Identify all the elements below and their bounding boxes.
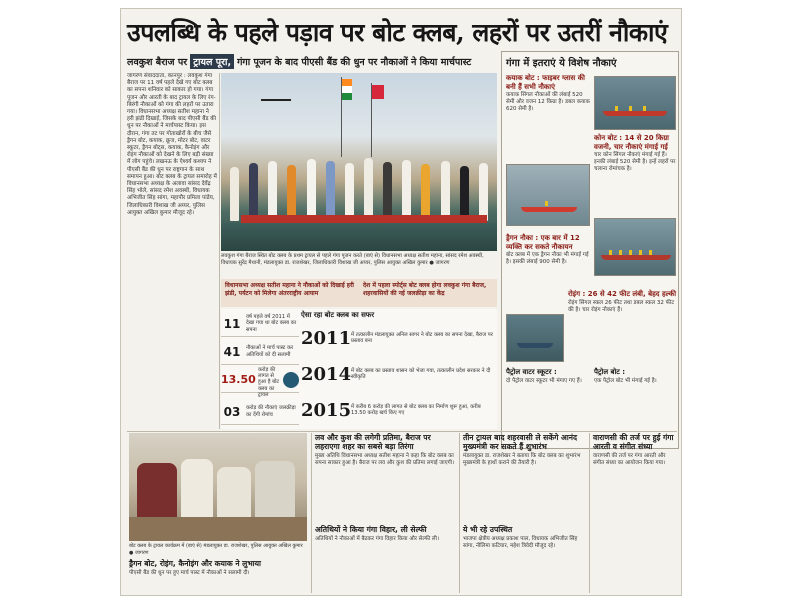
newspaper-page (120, 8, 682, 596)
banner-item: देश में पहला स्पोर्ट्स बोट क्लब होगा लवकुश गंगा बैराज, शहरवासियों की नई जलक्रीड़ा का केंद्र (363, 282, 487, 297)
article-title: तीन ट्रायल बाद शहरवासी ले सकेंगे आनंद मुख्यमंत्री कर सकते हैं शुभारंभ (463, 433, 578, 451)
section-text: चार कोन सिंगल नौकाएं मंगाई गई हैं। इनकी लंबाई 520 सेमी है। इन्हें लहरों पर चलाना रोमांचक है। (594, 152, 676, 172)
subhead-part2: गंगा पूजन के बाद पीएसी बैंड की धुन पर नौकाओं ने किया मार्चपास्ट (237, 56, 472, 68)
cone-boat-photo (506, 164, 590, 226)
stat-text: वर्ष पहले वर्ष 2011 में देखा गया था बोट क्लब का सपना (246, 313, 297, 333)
article-title: ड्रैगन बोट, रोइंग, कैनोइंग और कयाक ने लुभाया (129, 559, 261, 568)
timeline-item (301, 321, 495, 355)
article-text: मंडलायुक्त डा. राजशेखर ने बताया कि बोट क्लब का शुभारंभ मुख्यमंत्री के हाथों कराने की तैयारी है। (463, 453, 581, 466)
stat-item (221, 366, 299, 399)
rowing-icon (283, 372, 299, 388)
flag-icon (342, 86, 352, 93)
section-divider (127, 431, 677, 432)
bottom-article (315, 433, 455, 523)
article-title: ये भी रहे उपस्थित (463, 525, 513, 534)
timeline-text: में बोट क्लब का प्रस्ताव शासन को भेजा गया, तत्कालीन प्रदेश सरकार ने दी स्वीकृति (351, 367, 491, 380)
subheadline (127, 51, 499, 71)
article-text: भाजपा क्षेत्रीय अध्यक्ष प्रकाश पाल, विधायक अभिजीत सिंह सांगा, नीलिमा कटियार, महेश त्रिवेदी मौजूद रहे। (463, 536, 578, 549)
boat-section (568, 290, 676, 364)
headline: उपलब्धि के पहले पड़ाव पर बोट क्लब, लहरों पर उतरीं नौकाएं (127, 18, 668, 47)
article-text: पीएसी बैंड की धुन पर हुए मार्च पास्ट में नौकाओं ने सलामी दी। (129, 570, 250, 576)
boat-section (506, 74, 590, 160)
flag-icon (342, 79, 352, 86)
section-text: रोइंग सिंगल स्कल 26 फीट तथा डबल स्कल 32 फीट की है। चार रोइंग नौकाएं हैं। (568, 299, 675, 313)
boats-sidebar (501, 51, 679, 449)
timeline-item (301, 357, 495, 391)
stat-number: 03 (223, 404, 241, 419)
bottom-article (593, 433, 677, 593)
stat-item (221, 311, 299, 337)
section-text: बोट क्लब में एक ड्रैगन नौका भी मंगाई गई है। इसकी लंबाई 900 सेमी है। (506, 252, 589, 265)
section-title: पैट्रोल वाटर स्कूटर : (506, 368, 557, 376)
stat-number: 13.50 (221, 373, 256, 386)
timeline-item (301, 393, 495, 427)
section-title: पैट्रोल बोट : (594, 368, 626, 376)
article-text: वाराणसी की तर्ज पर गंगा आरती और संगीत संध्या का आयोजन किया गया। (593, 453, 666, 466)
stats-panel (221, 309, 497, 429)
stat-text: करोड़ की नौकाएं जलक्रीड़ा का देंगी रोमांच (246, 405, 296, 418)
stat-text: करोड़ की लागत से हुआ है बोट क्लब का ट्रायल (258, 366, 280, 399)
bottom-article (129, 559, 307, 593)
article-title: लव और कुश की लगेगी प्रतिमा, बैराज पर लहराएगा शहर का सबसे बड़ा तिरंगा (315, 433, 431, 451)
section-text: दो पैट्रोल वाटर स्कूटर भी मंगाए गए हैं। (506, 377, 582, 384)
lead-article-text: जागरण संवाददाता, कानपुर : लवकुश गंगा बैराज पर 11 वर्ष पहले देखे गए बोट क्लब का सपना शनिवार को साकार हो गया। गंगा पूजन और आरती के बाद ट्रायल के लिए रंग-बिरंगी नौकाओं को गंगा की लहरों पर उतारा गया। विधानसभा अध्यक्ष सतीश महाना ने हरी झंडी दिखाई, जिसके बाद पीएसी बैंड की धुन पर नौकाओं ने मार्चपास्ट किया। इस दौरान, गंगा तट पर गोताखोरों के बीच जैसे ड्रैगन बोट, कयाक, क्रूज, मोटर बोट, वाटर स्कूटर, ड्रैगन बोट्स, कयाक, कैनोइंग और रोइंग नौकाओं को देखने के लिए बड़ी संख्या में लोग पहुंचे। लखनऊ के ऐश्वर्य कश्यप ने पीएसी बैंड की धुन पर राष्ट्रगान के साथ समापन हुआ। बोट क्लब के ट्रायल समारोह में विधानसभा अध्यक्ष के अलावा सांसद देवेंद्र सिंह भोले, सांसद रमेश अवस्थी, विधायक अभिजीत सिंह सांगा, महापौर प्रमिला पांडेय, जिलाधिकारी विशाख जी अय्यर, पुलिस आयुक्त अखिल कुमार मौजूद रहे। (127, 73, 217, 216)
river-water (221, 223, 497, 251)
stat-text: नौकाओं ने मार्च पास्ट कर अतिथियों को दी सलामी (246, 345, 294, 358)
dragon-boat-photo (594, 218, 676, 276)
column-divider (459, 433, 460, 593)
section-title: ड्रैगन नौका : एक बार में 12 व्यक्ति कर सकते नौकायन (506, 234, 580, 251)
section-title: कयाक बोट : फाइबर ग्लास की बनी हैं सभी नौकाएं (506, 74, 585, 91)
photo2-caption: बोट क्लब के ट्रायल कार्यक्रम में (बाएं से) मंडलायुक्त डा. राजशेखर, पुलिस आयुक्त अखिल कुमार ● जागरण (129, 543, 303, 556)
bottom-article (463, 433, 585, 523)
flag-icon (342, 93, 352, 100)
dignitaries-photo (129, 433, 307, 541)
section-title: रोइंग : 26 से 42 फीट लंबी, बेहद हल्की (568, 290, 677, 298)
section-text: कयाक सिंगल नौकाओं की लंबाई 520 सेमी और वजन 12 किग्रा है। डबल कयाक 620 सेमी है। (506, 92, 590, 112)
column-divider (589, 433, 590, 593)
timeline-year: 2015 (301, 399, 352, 421)
section-text: एक पैट्रोल बोट भी मंगाई गई है। (594, 377, 657, 384)
stats-title: ऐसा रहा बोट क्लब का सफर (301, 311, 375, 319)
column-divider (311, 433, 312, 593)
stage (241, 215, 487, 223)
stat-item (221, 339, 299, 365)
flag-icon (372, 85, 384, 99)
boat-section (594, 134, 676, 212)
sidebar-title: गंगा में इतराएं ये विशेष नौकाएं (506, 58, 617, 69)
article-text: मुख्य अतिथि विधानसभा अध्यक्ष सतीश महाना ने कहा कि बोट क्लब का सपना साकार हुआ है। बैराज पर लव और कुश की प्रतिमा लगाई जाएगी। (315, 453, 455, 466)
main-photo-caption: लवकुश गंगा बैराज स्थित बोट क्लब के प्रथम ट्रायल से पहले गंगा पूजन करते (बाएं से) विधानसभा अध्यक्ष सतीश महाना, सांसद रमेश अवस्थी, विधायक सुरेंद्र मैथानी, मंडलायुक्त डा. राजशेखर, जिलाधिकारी विशाख जी अय्यर, पुलिस आयुक्त अखिल कुमार ● जागरण (221, 253, 484, 266)
bottom-article (463, 525, 585, 593)
bottom-article (315, 525, 455, 593)
subhead-part1: लवकुश बैराज पर (127, 56, 188, 68)
timeline-year: 2014 (301, 363, 352, 385)
banner-item: विधानसभा अध्यक्ष सतीश महाना ने नौकाओं को दिखाई हरी झंडी, पर्यटन को मिलेगा अंतरराष्ट्रीय आयाम (225, 282, 354, 297)
section-title: कोन बोट : 14 से 20 किग्रा वजनी, चार नौकाएं मंगाई गई (594, 134, 669, 151)
subhead-highlight: ट्रायल पूरा, (190, 54, 234, 69)
main-photo (221, 73, 497, 251)
street-lamp-icon (261, 99, 291, 109)
article-title: वाराणसी की तर्ज पर हुई गंगा आरती व संगीत संध्या (593, 433, 674, 451)
stat-item (221, 399, 299, 425)
article-text: अतिथियों ने नौकाओं में बैठकर गंगा विहार किया और सेल्फी ली। (315, 536, 439, 542)
column-divider (219, 73, 220, 429)
timeline-text: में करीब 6 करोड़ की लागत से बोट क्लब का निर्माण शुरू हुआ, करीब 13.50 करोड़ खर्च किए गए (351, 403, 481, 416)
water-scooter-photo (506, 314, 564, 362)
timeline-year: 2011 (301, 327, 352, 349)
highlight-banner (221, 279, 497, 307)
timeline-text: में तत्कालीन मंडलायुक्त अनिल सागर ने बोट क्लब का सपना देखा, बैराज पर प्रस्ताव बना (351, 331, 493, 344)
stat-number: 11 (223, 316, 241, 331)
kayak-photo (594, 76, 676, 130)
stat-number: 41 (223, 344, 241, 359)
crowd-group (221, 151, 497, 221)
article-title: अतिथियों ने किया गंगा विहार, ली सेल्फी (315, 525, 427, 534)
